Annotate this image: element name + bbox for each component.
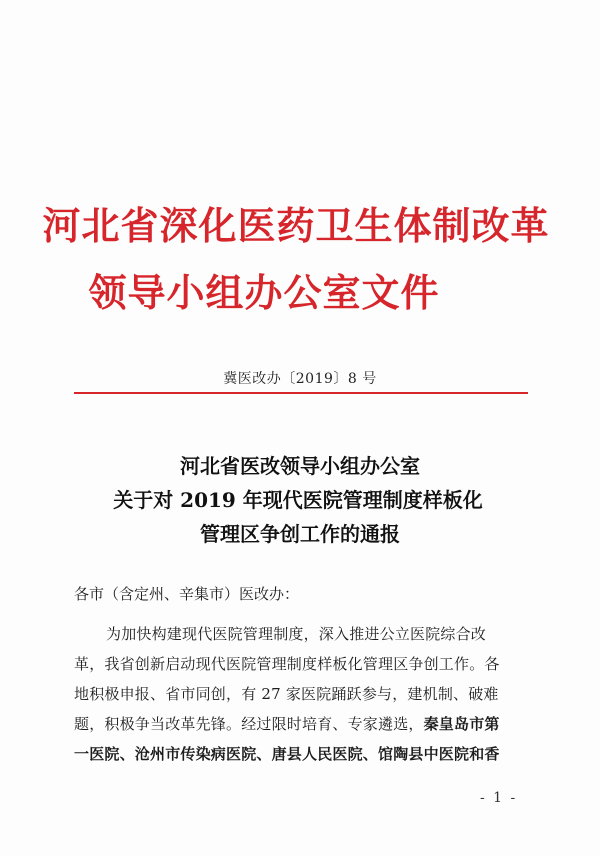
paragraph-line-3: 地积极申报、省市同创，有 27 家医院踊跃参与，建机制、破难 (74, 685, 499, 703)
paragraph-line-4-normal: 题，积极争当改革先锋。经过限时培育、专家遴选， (74, 715, 424, 733)
paragraph-line-2: 革，我省创新启动现代医院管理制度样板化管理区争创工作。各 (74, 655, 500, 673)
notice-title-line1: 河北省医改领导小组办公室 (180, 454, 420, 478)
paragraph-line-1: 为加快构建现代医院管理制度，深入推进公立医院综合改 (106, 625, 487, 643)
document-number: 冀医改办〔2019〕8 号 (223, 371, 377, 387)
header-title-line2: 领导小组办公室文件 (88, 270, 440, 315)
paragraph-line-5: 一医院、沧州市传染病医院、唐县人民医院、馆陶县中医院和香 (74, 745, 500, 763)
notice-title-line2: 关于对 2019 年现代医院管理制度样板化 (113, 488, 483, 512)
paragraph-line-4 (74, 713, 534, 734)
salutation: 各市（含定州、辛集市）医改办： (74, 585, 300, 603)
page-number: - 1 - (480, 790, 518, 806)
paragraph-line-4-bold: 秦皇岛市第 (423, 715, 500, 733)
notice-title-line3: 管理区争创工作的通报 (200, 522, 400, 546)
red-divider-line (74, 392, 528, 394)
header-title-line1: 河北省深化医药卫生体制改革 (42, 203, 550, 248)
